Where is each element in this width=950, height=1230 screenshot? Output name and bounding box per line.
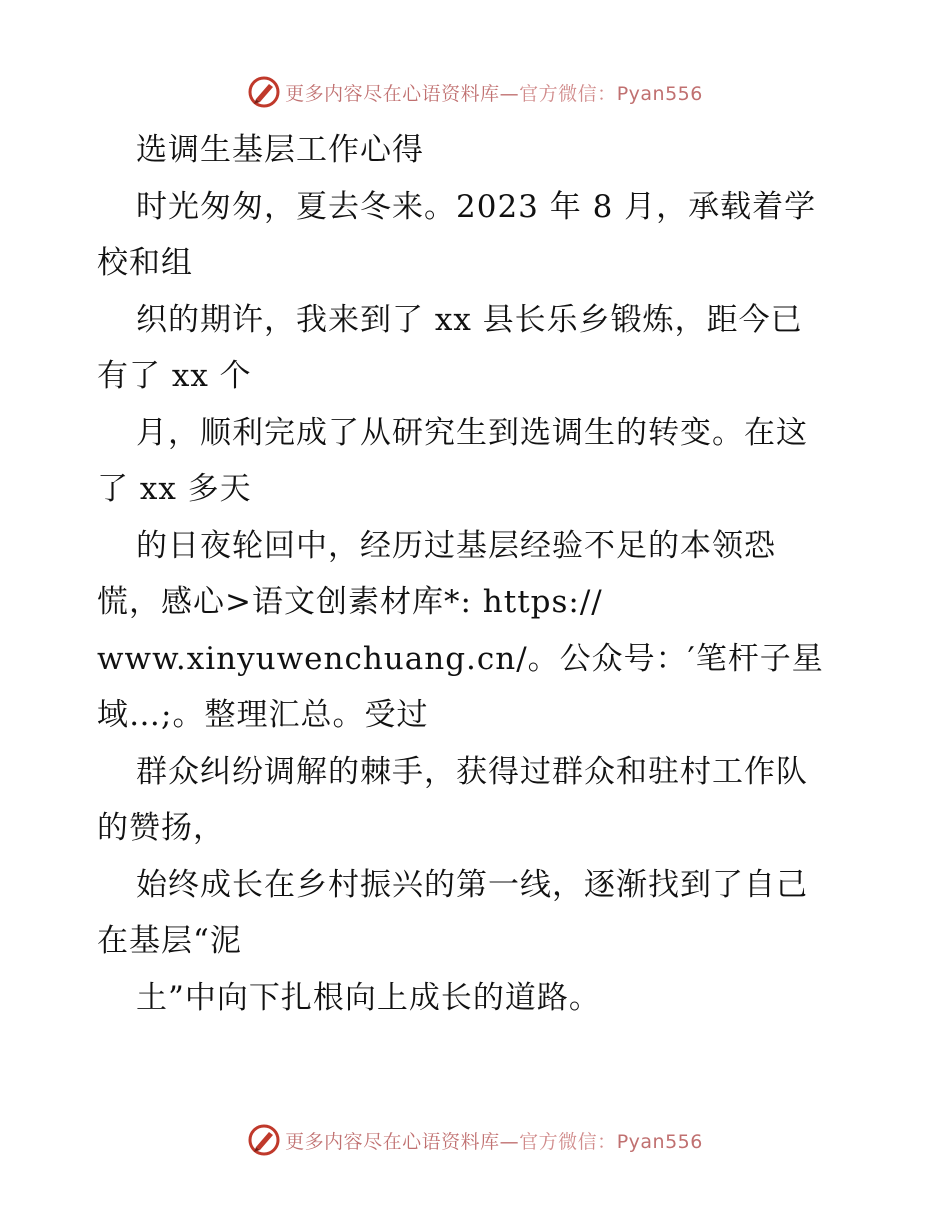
document-line: 土”中向下扎根向上成长的道路。 (136, 979, 601, 1016)
document-line: www.xinyuwenchuang.cn/。公众号：′笔杆子星 (97, 640, 824, 677)
watermark-separator: — (499, 82, 520, 105)
document-line: 织的期许，我来到了 xx 县长乐乡锻炼，距今已 (136, 301, 803, 338)
document-line: 月，顺利完成了从研究生到选调生的转变。在这 (136, 414, 808, 451)
watermark-wechat-label: 官方微信： (519, 1130, 617, 1153)
document-line: 的日夜轮回中，经历过基层经验不足的本领恐 (136, 527, 776, 564)
watermark-site-text: 更多内容尽在心语资料库 (285, 82, 500, 105)
document-body (97, 122, 887, 1026)
document-line: 始终成长在乡村振兴的第一线，逐渐找到了自己 (136, 866, 808, 903)
footer-watermark (0, 1120, 950, 1160)
watermark-wechat-id: Pyan556 (616, 82, 703, 105)
watermark-wechat-label: 官方微信： (519, 82, 617, 105)
watermark-wechat-id: Pyan556 (616, 1130, 703, 1153)
document-line: 有了 xx 个 (97, 358, 252, 394)
document-line: 群众纠纷调解的棘手，获得过群众和驻村工作队 (136, 753, 808, 790)
document-line: 的赞扬， (97, 810, 225, 846)
document-line: 时光匆匆，夏去冬来。2023 年 8 月，承载着学 (136, 188, 817, 225)
watermark-separator: — (499, 1130, 520, 1153)
header-watermark (0, 72, 950, 112)
document-line: 在基层“泥 (97, 923, 242, 959)
document-line: 域…;。整理汇总。受过 (97, 697, 429, 733)
document-line: 校和组 (97, 245, 193, 281)
document-line: 选调生基层工作心得 (136, 132, 424, 168)
watermark-text (285, 1127, 703, 1154)
watermark-site-text: 更多内容尽在心语资料库 (285, 1130, 500, 1153)
document-line: 了 xx 多天 (97, 471, 252, 507)
document-line: 慌，感心>语文创素材库*: https:// (97, 584, 603, 620)
watermark-text (285, 79, 703, 106)
pen-logo-icon (247, 1123, 281, 1157)
pen-logo-icon (247, 75, 281, 109)
